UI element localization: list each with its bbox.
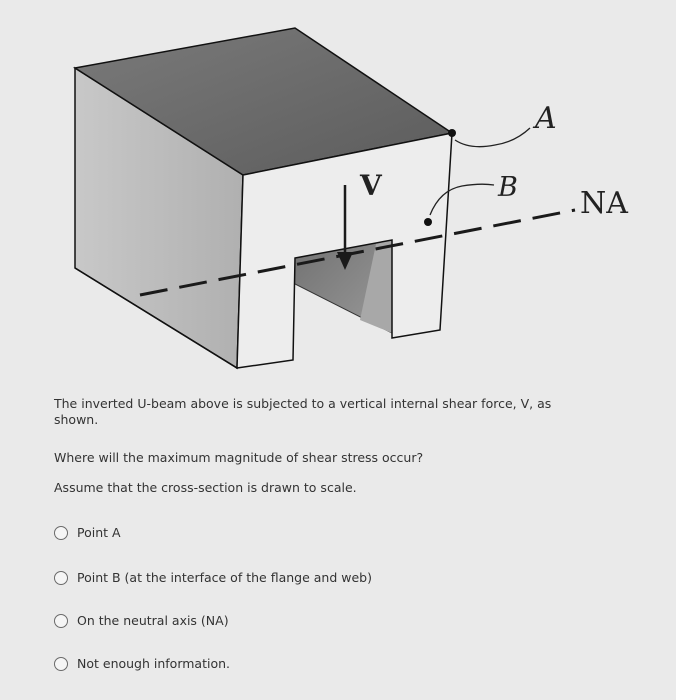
option-point-b[interactable] xyxy=(54,570,372,585)
option-label: Point B (at the interface of the flange and web) xyxy=(77,570,372,585)
option-not-enough-info[interactable] xyxy=(54,656,230,671)
radio-icon[interactable] xyxy=(54,526,68,540)
label-b: B xyxy=(498,172,518,203)
radio-icon[interactable] xyxy=(54,614,68,628)
option-point-a[interactable] xyxy=(54,525,121,540)
question-block xyxy=(54,396,614,496)
option-label: Not enough information. xyxy=(77,656,231,671)
question-text-2: Where will the maximum magnitude of shear stress occur? xyxy=(54,450,424,465)
label-v: V xyxy=(360,169,382,202)
label-a: A xyxy=(535,101,557,136)
radio-icon[interactable] xyxy=(54,571,68,585)
question-text-3: Assume that the cross-section is drawn to scale. xyxy=(54,480,357,495)
question-text-1: The inverted U-beam above is subjected to a vertical internal shear force, V, as shown. xyxy=(54,396,552,427)
option-label: Point A xyxy=(77,525,121,540)
option-neutral-axis[interactable] xyxy=(54,613,229,628)
label-na: NA xyxy=(580,186,628,221)
point-a-leader xyxy=(455,128,530,147)
point-a-marker xyxy=(448,129,456,137)
point-b-marker xyxy=(424,218,432,226)
radio-icon[interactable] xyxy=(54,657,68,671)
option-label: On the neutral axis (NA) xyxy=(77,613,229,628)
